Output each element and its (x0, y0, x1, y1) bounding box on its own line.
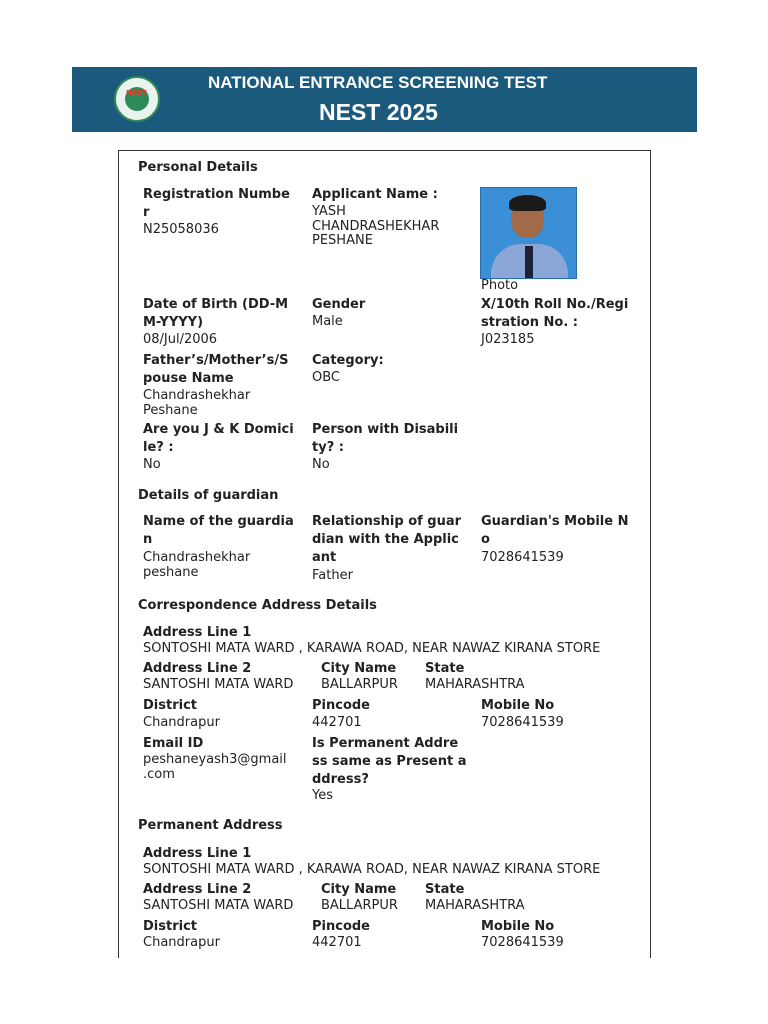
guardian-name-label: Name of the guardia n (143, 514, 294, 547)
jk-domicile-label: Are you J & K Domici le? : (143, 422, 294, 455)
logo-word: NEST (126, 89, 147, 97)
org-title: NATIONAL ENTRANCE SCREENING TEST (208, 73, 548, 92)
perm-city-value: BALLARPUR (321, 898, 398, 913)
perm-pincode-value: 442701 (312, 935, 362, 950)
corr-pincode-value: 442701 (312, 715, 362, 730)
applicant-photo (480, 187, 577, 279)
section-title-correspondence: Correspondence Address Details (138, 598, 377, 613)
disability-label: Person with Disabili ty? : (312, 422, 459, 455)
corr-state-label: State (425, 661, 465, 676)
applicant-name-label: Applicant Name : (312, 187, 438, 202)
gender-value: Male (312, 314, 343, 329)
corr-email-label: Email ID (143, 736, 204, 751)
guardian-name-value: Chandrashekhar peshane (143, 550, 251, 580)
gender-label: Gender (312, 297, 366, 312)
corr-line1-value: SONTOSHI MATA WARD , KARAWA ROAD, NEAR NAWAZ KIRANA STORE (143, 641, 601, 656)
section-title-personal: Personal Details (138, 160, 258, 175)
perm-pincode-label: Pincode (312, 919, 370, 934)
exam-title: NEST 2025 (319, 99, 438, 125)
corr-district-label: District (143, 698, 197, 713)
jk-domicile-value: No (143, 457, 161, 472)
perm-state-value: MAHARASHTRA (425, 898, 525, 913)
perm-city-label: City Name (321, 882, 397, 897)
perm-state-label: State (425, 882, 465, 897)
corr-state-value: MAHARASHTRA (425, 677, 525, 692)
parent-name-label: Father’s/Mother’s/S pouse Name (143, 353, 289, 386)
corr-pincode-label: Pincode (312, 698, 370, 713)
corr-line2-label: Address Line 2 (143, 661, 252, 676)
category-value: OBC (312, 370, 340, 385)
perm-line1-label: Address Line 1 (143, 846, 252, 861)
applicant-name-value: YASH CHANDRASHEKHAR PESHANE (312, 204, 440, 248)
perm-line1-value: SONTOSHI MATA WARD , KARAWA ROAD, NEAR NAWAZ KIRANA STORE (143, 862, 601, 877)
roll-number-value: J023185 (481, 332, 535, 347)
corr-mobile-value: 7028641539 (481, 715, 564, 730)
dob-label: Date of Birth (DD-M M-YYYY) (143, 297, 289, 330)
parent-name-value: Chandrashekhar Peshane (143, 388, 251, 418)
guardian-relation-label: Relationship of guar dian with the Applic ant (312, 514, 462, 565)
corr-line2-value: SANTOSHI MATA WARD (143, 677, 294, 692)
guardian-mobile-label: Guardian's Mobile N o (481, 514, 629, 547)
section-title-guardian: Details of guardian (138, 488, 279, 503)
perm-mobile-value: 7028641539 (481, 935, 564, 950)
roll-number-label: X/10th Roll No./Regi stration No. : (481, 297, 629, 330)
photo-label: Photo (481, 278, 519, 293)
corr-city-value: BALLARPUR (321, 677, 398, 692)
perm-district-label: District (143, 919, 197, 934)
perm-line2-value: SANTOSHI MATA WARD (143, 898, 294, 913)
corr-line1-label: Address Line 1 (143, 625, 252, 640)
perm-district-value: Chandrapur (143, 935, 220, 950)
category-label: Category: (312, 353, 384, 368)
corr-district-value: Chandrapur (143, 715, 220, 730)
disability-value: No (312, 457, 330, 472)
same-address-label: Is Permanent Addre ss same as Present a ddress? (312, 736, 467, 787)
section-title-permanent: Permanent Address (138, 818, 283, 833)
perm-line2-label: Address Line 2 (143, 882, 252, 897)
dob-value: 08/Jul/2006 (143, 332, 218, 347)
nest-logo (114, 76, 160, 122)
same-address-value: Yes (312, 788, 333, 803)
corr-email-value: peshaneyash3@gmail .com (143, 752, 287, 782)
guardian-mobile-value: 7028641539 (481, 550, 564, 565)
guardian-relation-value: Father (312, 568, 353, 583)
registration-number-label: Registration Numbe r (143, 187, 290, 220)
registration-number-value: N25058036 (143, 222, 219, 237)
corr-mobile-label: Mobile No (481, 698, 555, 713)
perm-mobile-label: Mobile No (481, 919, 555, 934)
corr-city-label: City Name (321, 661, 397, 676)
